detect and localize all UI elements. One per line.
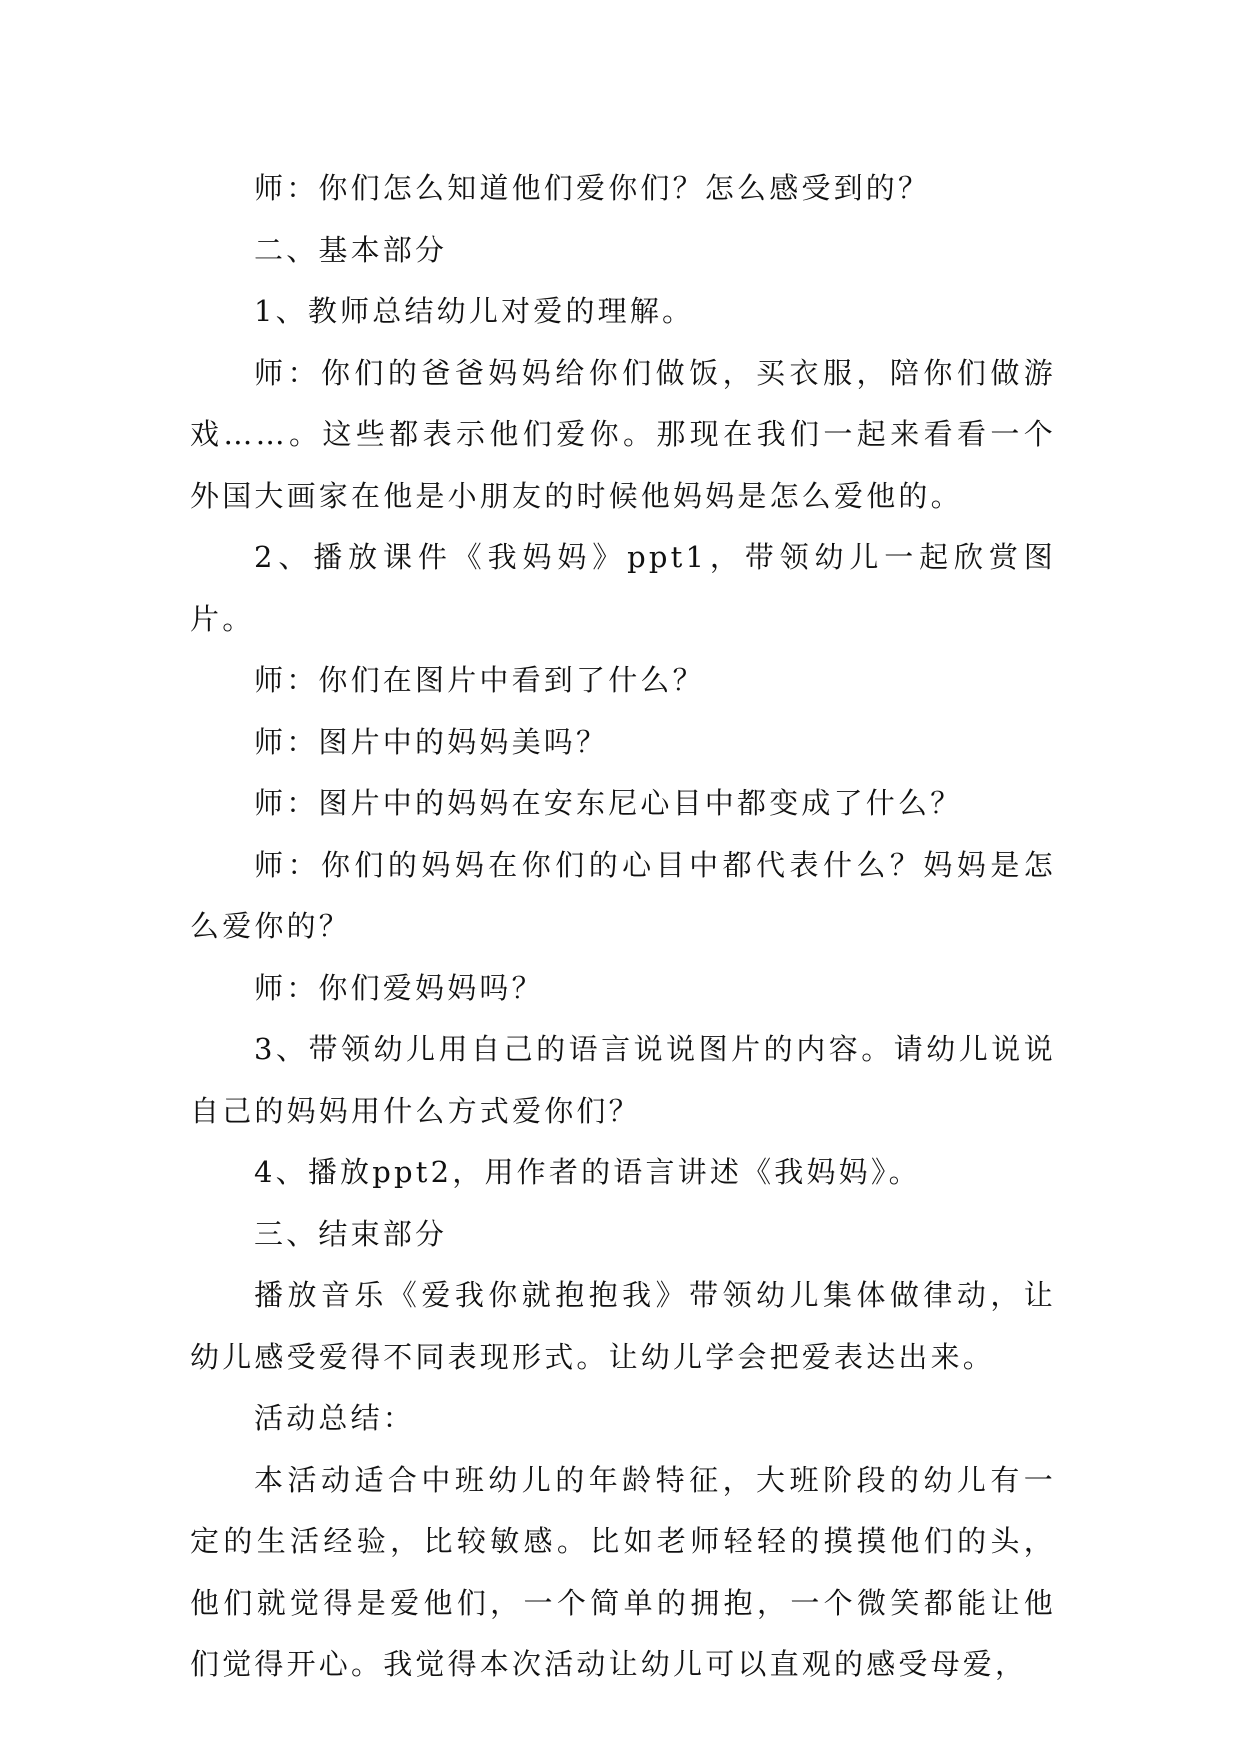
paragraph: 师：图片中的妈妈在安东尼心目中都变成了什么？	[254, 786, 963, 820]
paragraph: 师：你们的妈妈在你们的心目中都代表什么？妈妈是怎么爱你的？	[190, 847, 1056, 943]
document-body	[190, 158, 1056, 1696]
summary-heading: 活动总结：	[254, 1401, 416, 1435]
paragraph: 师：图片中的妈妈美吗？	[254, 724, 609, 759]
paragraph: 2、播放课件《我妈妈》ppt1，带领幼儿一起欣赏图片。	[190, 540, 1056, 636]
paragraph: 4、播放ppt2，用作者的语言讲述《我妈妈》。	[254, 1155, 921, 1189]
section-heading: 二、基本部分	[254, 232, 448, 267]
paragraph: 师：你们的爸爸妈妈给你们做饭，买衣服，陪你们做游戏……。这些都表示他们爱你。那现在我们一起来看看一个外国大画家在他是小朋友的时候他妈妈是怎么爱他的。	[190, 355, 1056, 513]
section-heading: 三、结束部分	[254, 1216, 448, 1251]
paragraph: 师：你们怎么知道他们爱你们？怎么感受到的？	[254, 171, 931, 205]
paragraph: 播放音乐《爱我你就抱抱我》带领幼儿集体做律动，让幼儿感受爱得不同表现形式。让幼儿学会把爱表达出来。	[190, 1278, 1056, 1374]
paragraph: 师：你们在图片中看到了什么？	[254, 663, 705, 697]
paragraph: 1、教师总结幼儿对爱的理解。	[254, 294, 695, 328]
paragraph: 师：你们爱妈妈吗？	[254, 970, 544, 1005]
paragraph: 本活动适合中班幼儿的年龄特征，大班阶段的幼儿有一定的生活经验，比较敏感。比如老师轻轻的摸摸他们的头，他们就觉得是爱他们，一个简单的拥抱，一个微笑都能让他们觉得开心。我觉得本次活动让幼儿可以直观的感受母爱，	[190, 1462, 1056, 1681]
paragraph: 3、带领幼儿用自己的语言说说图片的内容。请幼儿说说自己的妈妈用什么方式爱你们？	[190, 1032, 1056, 1128]
